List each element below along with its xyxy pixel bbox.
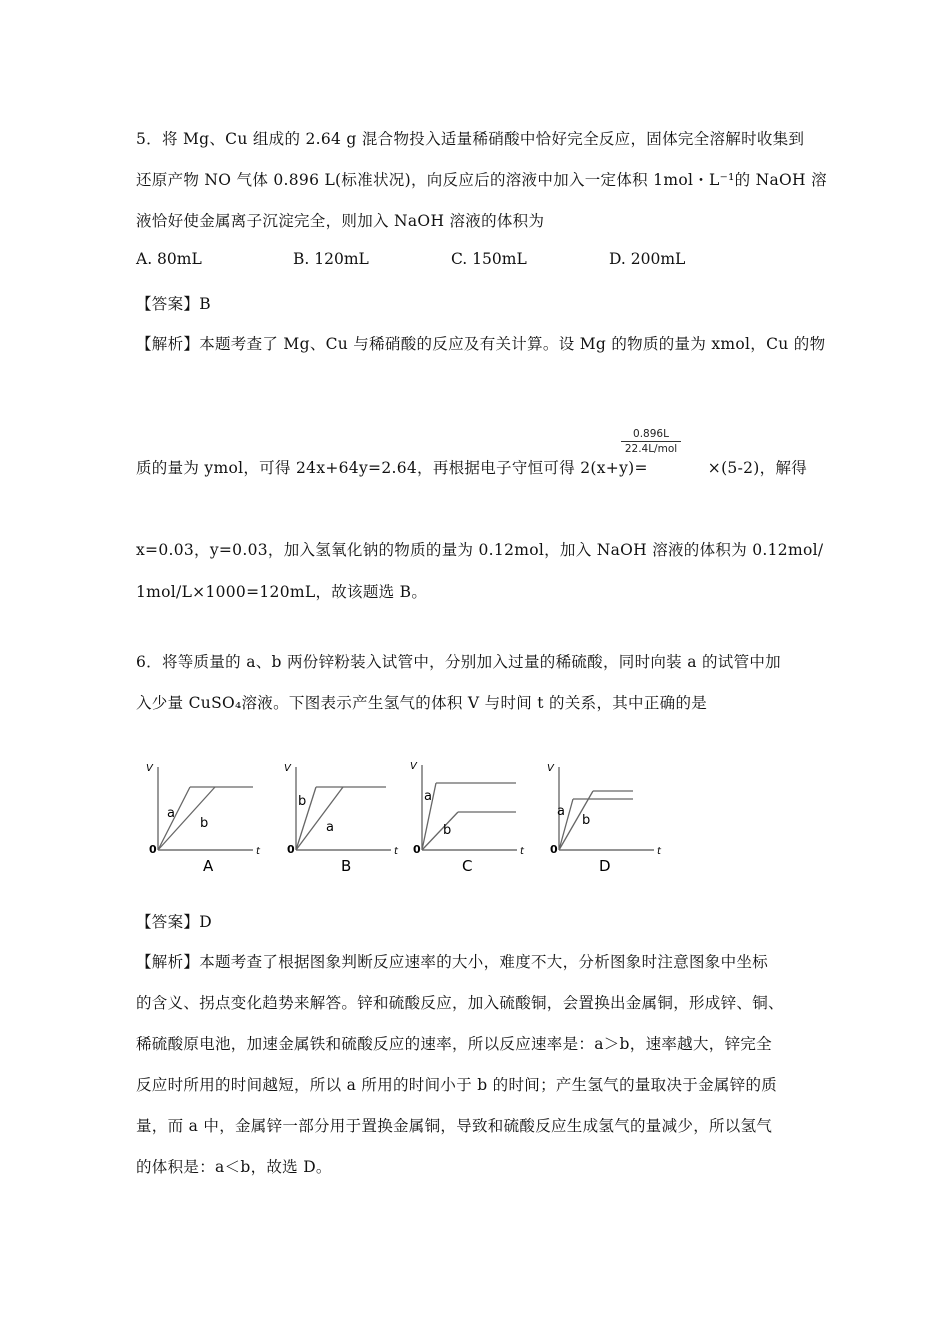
q6-stem-line-2: 入少量 CuSO₄溶液。下图表示产生氢气的体积 V 与时间 t 的关系，其中正确的是 — [136, 694, 708, 712]
graph-c-curve-label-upper: a — [424, 789, 432, 804]
graph-a-y-label: V — [146, 763, 153, 774]
graph-d-y-label: V — [547, 763, 554, 774]
q5-stem-line-3: 液恰好使金属离子沉淀完全，则加入 NaOH 溶液的体积为 — [136, 212, 545, 230]
graph-d-caption: D — [599, 857, 611, 875]
graph-b — [284, 763, 399, 875]
graph-a-x-label: t — [256, 846, 260, 857]
graph-d-origin: 0 — [550, 843, 558, 856]
q5-answer: 【答案】B — [136, 295, 211, 313]
q5-analysis-line-4: 1mol/L×1000=120mL，故该题选 B。 — [136, 583, 428, 601]
graph-a — [146, 763, 261, 875]
graph-d — [547, 763, 662, 875]
q5-analysis-line-1: 【解析】本题考查了 Mg、Cu 与稀硝酸的反应及有关计算。设 Mg 的物质的量为 xmol，Cu 的物 — [136, 335, 826, 353]
graph-d-curve-label-lower: b — [582, 813, 591, 828]
q5-analysis-line-2 — [136, 456, 807, 478]
q5-option-c: C. 150mL — [451, 250, 527, 268]
q6-analysis-line-2: 的含义、拐点变化趋势来解答。锌和硫酸反应，加入硫酸铜，会置换出金属铜，形成锌、铜、 — [136, 994, 784, 1012]
q5-stem-line-1: 5．将 Mg、Cu 组成的 2.64 g 混合物投入适量稀硝酸中恰好完全反应，固体完全溶解时收集到 — [136, 130, 805, 148]
q5-stem-line-2: 还原产物 NO 气体 0.896 L(标准状况)，向反应后的溶液中加入一定体积 1mol・L⁻¹的 NaOH 溶 — [136, 171, 827, 189]
graph-b-origin: 0 — [287, 843, 295, 856]
q5-option-b: B. 120mL — [293, 250, 369, 268]
q6-analysis-line-5: 量，而 a 中，金属锌一部分用于置换金属铜，导致和硫酸反应生成氢气的量减少，所以氢气 — [136, 1117, 773, 1135]
q5-fraction-numerator: 0.896L — [633, 428, 669, 440]
q6-answer: 【答案】D — [136, 913, 212, 931]
q5-fraction-denominator: 22.4L/mol — [624, 443, 678, 455]
graph-b-curve-label-upper: b — [298, 794, 307, 809]
graph-d-x-label: t — [657, 846, 661, 857]
graph-d-curve-label-upper: a — [557, 804, 565, 819]
graph-c-curve-label-lower: b — [443, 823, 452, 838]
graph-b-caption: B — [341, 857, 352, 875]
q6-analysis-line-4: 反应时所用的时间越短，所以 a 所用的时间小于 b 的时间；产生氢气的量取决于金属锌的质 — [136, 1076, 778, 1094]
graph-a-caption: A — [203, 857, 214, 875]
q5-option-d: D. 200mL — [609, 250, 686, 268]
q5-analysis-line-2-post: ×(5-2)，解得 — [707, 459, 808, 477]
q6-analysis-line-6: 的体积是：a＜b，故选 D。 — [136, 1158, 332, 1176]
graph-b-curve-label-lower: a — [326, 820, 334, 835]
graph-b-x-label: t — [394, 846, 398, 857]
graph-c-caption: C — [462, 857, 473, 875]
graph-a-origin: 0 — [149, 843, 157, 856]
q5-fraction — [621, 428, 681, 455]
graph-c-y-label: V — [410, 761, 417, 772]
q5-option-a: A. 80mL — [136, 250, 202, 268]
q6-stem-line-1: 6．将等质量的 a、b 两份锌粉装入试管中，分别加入过量的稀硫酸，同时向装 a 的试管中加 — [136, 653, 781, 671]
graph-c — [410, 761, 525, 875]
graph-c-origin: 0 — [413, 843, 421, 856]
q6-analysis-line-1: 【解析】本题考查了根据图象判断反应速率的大小，难度不大，分析图象时注意图象中坐标 — [136, 953, 769, 971]
graph-c-x-label: t — [520, 846, 524, 857]
q5-analysis-line-3: x=0.03，y=0.03，加入氢氧化钠的物质的量为 0.12mol，加入 NaOH 溶液的体积为 0.12mol/ — [136, 541, 824, 559]
graph-a-curve-label-upper: a — [167, 806, 175, 821]
graph-b-y-label: V — [284, 763, 291, 774]
q5-analysis-line-2-pre: 质的量为 ymol，可得 24x+64y=2.64，再根据电子守恒可得 2(x+y)= — [136, 459, 648, 477]
q6-graphs — [140, 755, 670, 880]
q6-analysis-line-3: 稀硫酸原电池，加速金属铁和硫酸反应的速率，所以反应速率是：a＞b，速率越大，锌完全 — [136, 1035, 772, 1053]
graph-a-curve-label-lower: b — [200, 816, 209, 831]
